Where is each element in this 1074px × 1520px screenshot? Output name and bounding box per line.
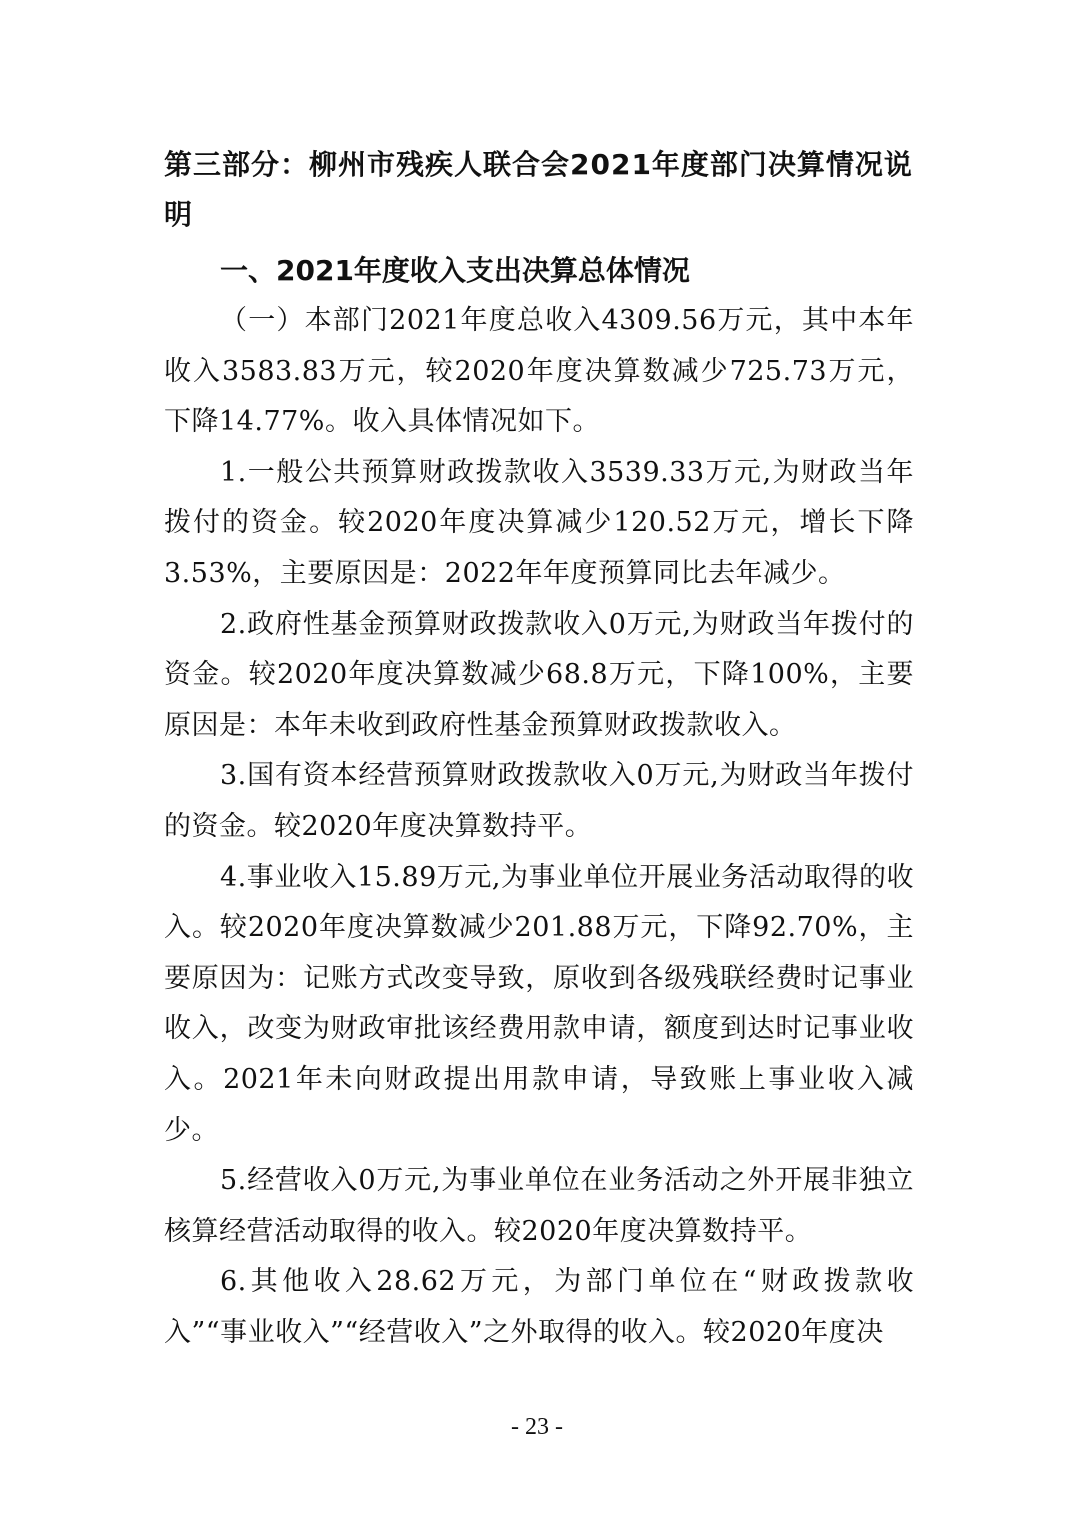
paragraph-total-income: （一）本部门2021年度总收入4309.56万元，其中本年收入3583.83万元，较2020年度决算数减少725.73万元，下降14.77%。收入具体情况如下。 bbox=[164, 305, 914, 438]
paragraph-business-income: 4.事业收入15.89万元,为事业单位开展业务活动取得的收入。较2020年度决算数减少201.88万元，下降92.70%，主要原因为：记账方式改变导致，原收到各级残联经费时记事业收入，改变为财政审批该经费用款申请，额度到达时记事业收入。2021年未向财政提出用款申请，导致账上事业收入减少。 bbox=[164, 861, 914, 1146]
section-heading: 一、2021年度收入支出决算总体情况 bbox=[220, 254, 690, 287]
document-body bbox=[164, 140, 914, 1358]
paragraph-state-capital: 3.国有资本经营预算财政拨款收入0万元,为财政当年拨付的资金。较2020年度决算数持平。 bbox=[164, 760, 914, 842]
page-number: - 23 - bbox=[511, 1414, 563, 1440]
paragraph-operating-income: 5.经营收入0万元,为事业单位在业务活动之外开展非独立核算经营活动取得的收入。较2020年度决算数持平。 bbox=[164, 1165, 914, 1247]
paragraph-government-fund: 2.政府性基金预算财政拨款收入0万元,为财政当年拨付的资金。较2020年度决算数减少68.8万元，下降100%，主要原因是：本年未收到政府性基金预算财政拨款收入。 bbox=[164, 608, 914, 741]
paragraph-general-budget: 1.一般公共预算财政拨款收入3539.33万元,为财政当年拨付的资金。较2020年度决算减少120.52万元，增长下降3.53%，主要原因是：2022年年度预算同比去年减少。 bbox=[164, 456, 914, 589]
document-title: 第三部分：柳州市残疾人联合会2021年度部门决算情况说明 bbox=[164, 148, 913, 231]
paragraph-other-income: 6.其他收入28.62万元，为部门单位在“财政拨款收入”“事业收入”“经营收入”之外取得的收入。较2020年度决 bbox=[164, 1266, 914, 1348]
